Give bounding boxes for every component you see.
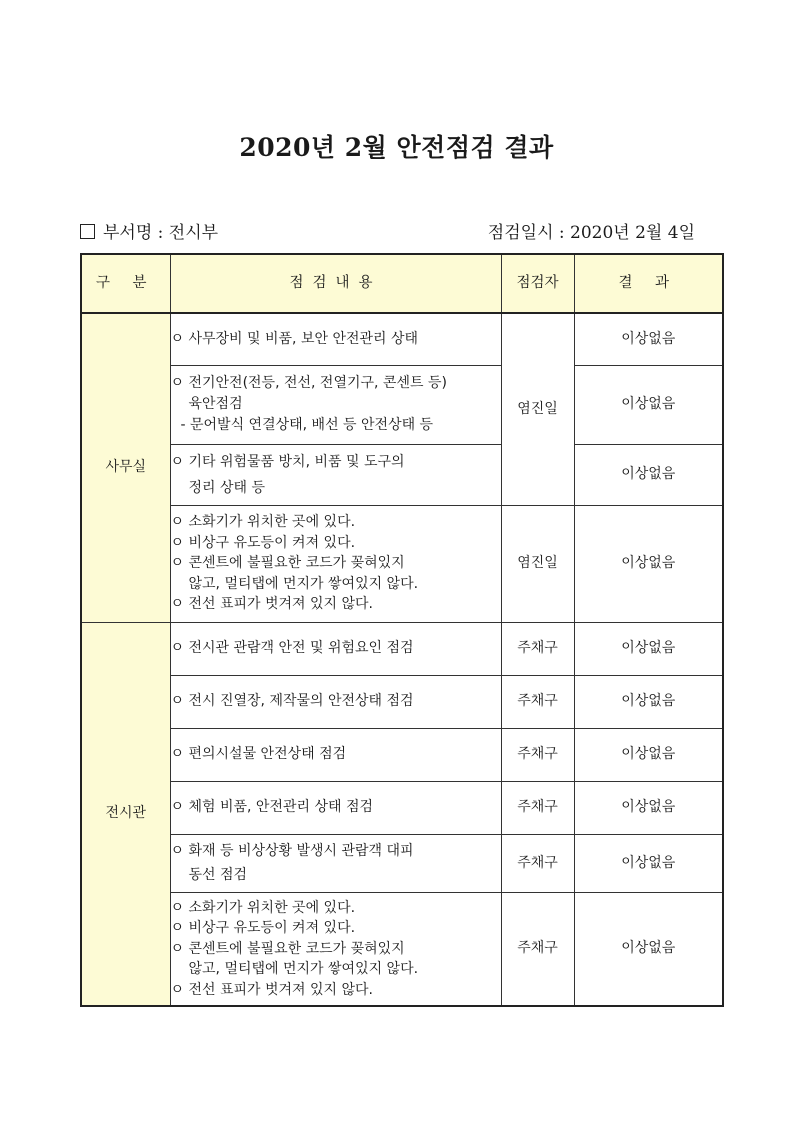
- result-cell: 이상없음: [574, 313, 723, 365]
- category-exhibition: 전시관: [81, 622, 170, 1006]
- result-cell: 이상없음: [574, 834, 723, 892]
- page-title: 2020년 2월 안전점검 결과: [239, 133, 554, 162]
- table-row: [81, 505, 723, 622]
- result-cell: 이상없음: [574, 505, 723, 622]
- table-row: [81, 444, 723, 505]
- table-row: [81, 781, 723, 834]
- inspector-cell: 염진일: [501, 505, 574, 622]
- check-item: ㅇ 전시관 관람객 안전 및 위험요인 점검: [170, 622, 501, 675]
- table-row: [81, 728, 723, 781]
- check-item: ㅇ 소화기가 위치한 곳에 있다. ㅇ 비상구 유도등이 켜져 있다. ㅇ 콘센트에 불필요한 코드가 꽂혀있지 않고, 멀티탭에 먼지가 쌓여있지 않다. ㅇ 전선 표피가 벗겨져 있지 않다.: [170, 892, 501, 1006]
- inspector-cell: 주채구: [501, 892, 574, 1006]
- checkbox-square-icon: [80, 224, 95, 239]
- inspector-cell: 염진일: [501, 313, 574, 505]
- header-result: 결 과: [574, 254, 723, 313]
- check-item: ㅇ 사무장비 및 비품, 보안 안전관리 상태: [170, 313, 501, 365]
- result-cell: 이상없음: [574, 444, 723, 505]
- table-row: [81, 313, 723, 365]
- table-row: [81, 834, 723, 892]
- check-item: ㅇ 소화기가 위치한 곳에 있다. ㅇ 비상구 유도등이 켜져 있다. ㅇ 콘센트에 불필요한 코드가 꽂혀있지 않고, 멀티탭에 먼지가 쌓여있지 않다. ㅇ 전선 표피가 벗겨져 있지 않다.: [170, 505, 501, 622]
- table-row: [81, 365, 723, 444]
- inspector-cell: 주채구: [501, 675, 574, 728]
- check-item: ㅇ 편의시설물 안전상태 점검: [170, 728, 501, 781]
- inspector-cell: 주채구: [501, 834, 574, 892]
- check-item: ㅇ 체험 비품, 안전관리 상태 점검: [170, 781, 501, 834]
- header-inspector: 점검자: [501, 254, 574, 313]
- inspection-table: [80, 253, 724, 1007]
- table-row: [81, 622, 723, 675]
- table-header-row: [81, 254, 723, 313]
- check-item: ㅇ 전시 진열장, 제작물의 안전상태 점검: [170, 675, 501, 728]
- table-row: [81, 892, 723, 1006]
- category-office: 사무실: [81, 313, 170, 622]
- table-row: [81, 675, 723, 728]
- result-cell: 이상없음: [574, 728, 723, 781]
- header-content: 점검내용: [170, 254, 501, 313]
- result-cell: 이상없음: [574, 892, 723, 1006]
- inspector-cell: 주채구: [501, 728, 574, 781]
- header-category: 구 분: [81, 254, 170, 313]
- check-item: ㅇ 전기안전(전등, 전선, 전열기구, 콘센트 등) 육안점검 - 문어발식 연결상태, 배선 등 안전상태 등: [170, 365, 501, 444]
- department-info: [80, 218, 218, 243]
- inspector-cell: 주채구: [501, 781, 574, 834]
- inspection-date: 점검일시 : 2020년 2월 4일: [487, 223, 695, 243]
- result-cell: 이상없음: [574, 781, 723, 834]
- result-cell: 이상없음: [574, 622, 723, 675]
- check-item: ㅇ 기타 위험물품 방치, 비품 및 도구의 정리 상태 등: [170, 444, 501, 505]
- check-item: ㅇ 화재 등 비상상황 발생시 관람객 대피 동선 점검: [170, 834, 501, 892]
- inspector-cell: 주채구: [501, 622, 574, 675]
- result-cell: 이상없음: [574, 365, 723, 444]
- department-label: 부서명 : 전시부: [103, 223, 219, 243]
- result-cell: 이상없음: [574, 675, 723, 728]
